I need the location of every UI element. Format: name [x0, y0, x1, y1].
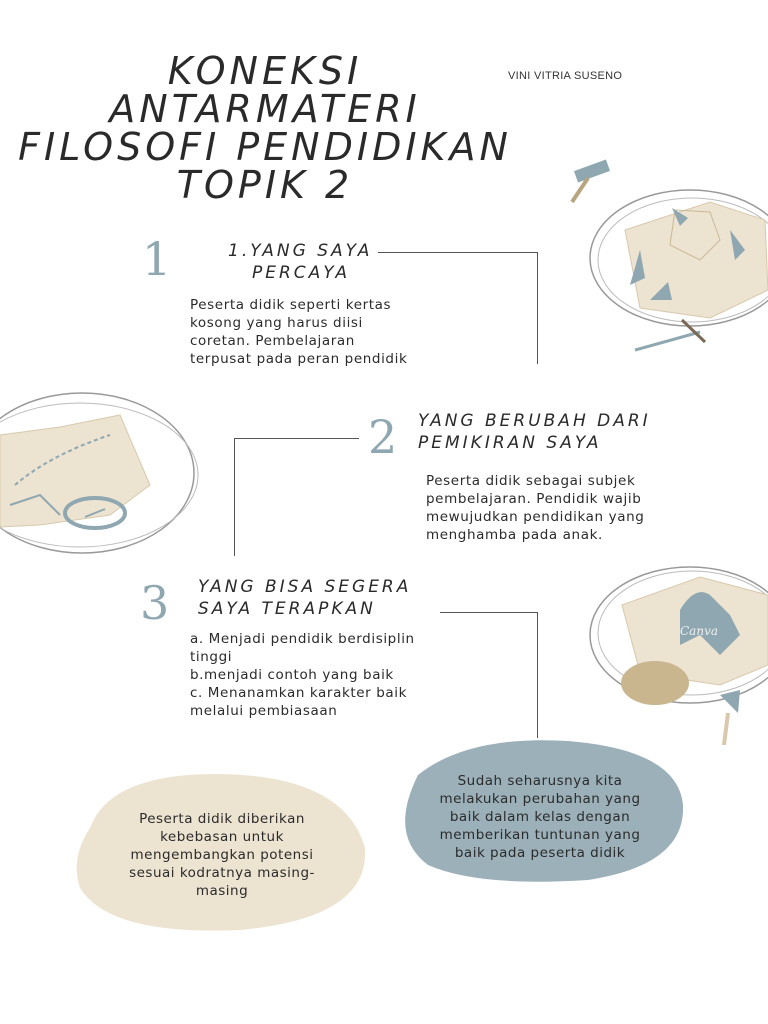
section-body — [190, 630, 415, 720]
section-heading-line: SAYA TERAPKAN — [198, 599, 376, 619]
trowel-icon — [720, 690, 740, 745]
section-number: 1 — [142, 232, 172, 286]
body-line: Peserta didik sebagai subjek — [426, 473, 636, 489]
body-line: b.menjadi contoh yang baik — [190, 667, 394, 683]
fossil-illustration-top — [560, 150, 768, 360]
body-line: coretan. Pembelajaran — [190, 333, 355, 349]
title-line: ANTARMATERI — [109, 87, 421, 131]
body-line: a. Menjadi pendidik berdisiplin — [190, 631, 415, 647]
connector-line — [234, 438, 359, 439]
blob-line: kebebasan untuk — [160, 829, 284, 845]
fossil-illustration-bottom — [580, 555, 768, 750]
blob-right-text — [392, 772, 688, 862]
section-body — [190, 296, 407, 368]
title-line: KONEKSI — [167, 49, 363, 93]
body-line: melalui pembiasaan — [190, 703, 338, 719]
canva-watermark: Canva — [680, 624, 718, 638]
title-line: FILOSOFI PENDIDIKAN — [18, 125, 512, 169]
section-heading-line: PEMIKIRAN SAYA — [418, 433, 602, 453]
blob-line: Sudah seharusnya kita — [457, 773, 623, 789]
body-line: pembelajaran. Pendidik wajib — [426, 491, 642, 507]
body-line: kosong yang harus diisi — [190, 315, 363, 331]
blob-line: melakukan perubahan yang — [439, 791, 641, 807]
section-number: 2 — [368, 410, 398, 464]
section-heading-line: PERCAYA — [252, 263, 350, 283]
connector-line — [537, 612, 538, 738]
author-name: VINI VITRIA SUSENO — [508, 70, 623, 82]
blob-line: sesuai kodratnya masing- — [129, 865, 315, 881]
section-heading — [418, 410, 651, 454]
blob-line: baik dalam kelas dengan — [449, 809, 631, 825]
section-heading — [198, 576, 411, 620]
map-illustration-left — [0, 385, 205, 575]
connector-line — [378, 252, 538, 253]
blob-line: baik pada peserta didik — [454, 845, 626, 861]
title-line: TOPIK 2 — [176, 163, 354, 207]
section-heading-line: YANG BERUBAH DARI — [418, 411, 651, 431]
blob-line: masing — [195, 883, 249, 899]
section-number: 3 — [140, 576, 170, 630]
page-title — [0, 49, 530, 207]
section-heading-line: 1.YANG SAYA — [228, 241, 373, 261]
section-heading-line: YANG BISA SEGERA — [198, 577, 412, 597]
blob-line: mengembangkan potensi — [130, 847, 314, 863]
connector-line — [234, 438, 235, 556]
body-line: tinggi — [190, 649, 233, 665]
blob-line: memberikan tuntunan yang — [439, 827, 641, 843]
blob-left-text — [76, 810, 368, 900]
brush-icon — [572, 160, 610, 202]
body-line: mewujudkan pendidikan yang — [426, 509, 645, 525]
body-line: c. Menanamkan karakter baik — [190, 685, 408, 701]
blob-line: Peserta didik diberikan — [139, 811, 305, 827]
connector-line — [537, 252, 538, 364]
body-line: Peserta didik seperti kertas — [190, 297, 392, 313]
section-heading — [228, 240, 372, 284]
body-line: menghamba pada anak. — [426, 527, 603, 543]
body-line: terpusat pada peran pendidik — [190, 351, 408, 367]
section-body — [426, 472, 644, 544]
connector-line — [440, 612, 538, 613]
